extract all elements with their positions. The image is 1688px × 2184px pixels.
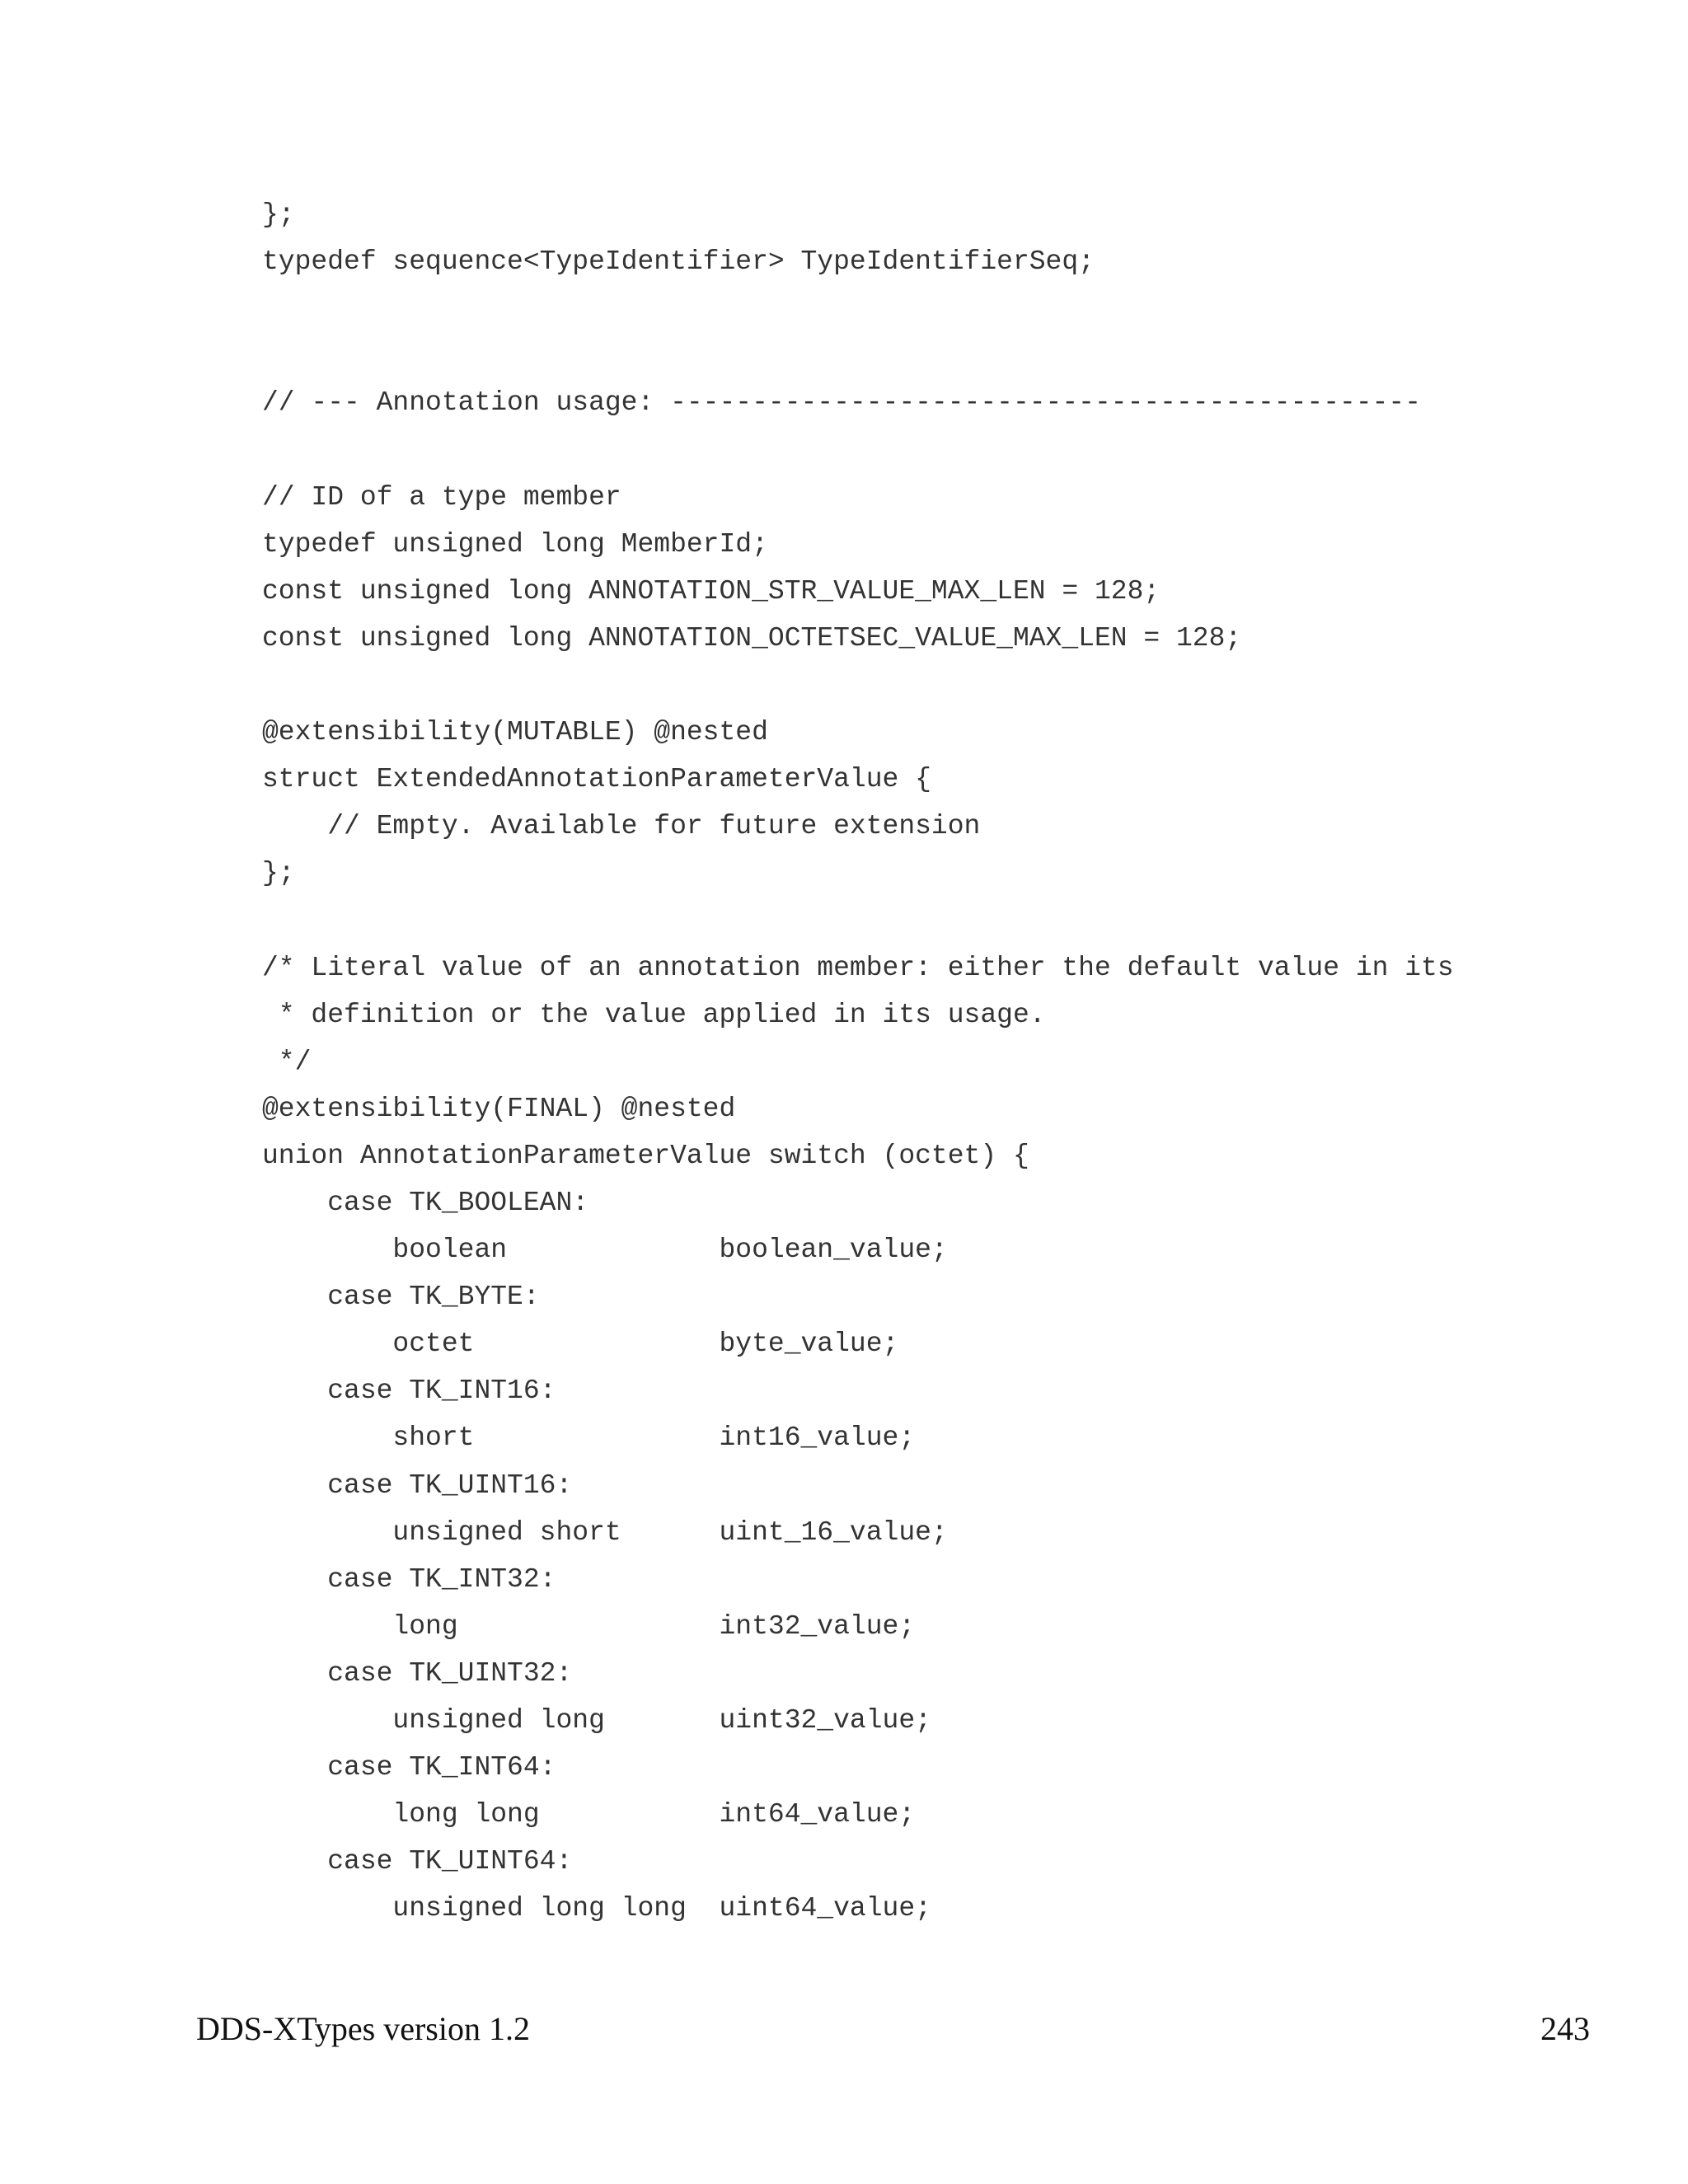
code-line: }; [262, 858, 295, 889]
code-line: case TK_BYTE: [262, 1282, 540, 1313]
code-line: long long int64_value; [262, 1799, 916, 1830]
code-line: // --- Annotation usage: ---------------------------------------------- [262, 387, 1422, 419]
code-line: case TK_INT64: [262, 1752, 556, 1783]
code-line: unsigned long uint32_value; [262, 1705, 931, 1736]
code-listing [262, 191, 1581, 1932]
code-line [262, 332, 1581, 379]
footer-page-number: 243 [1540, 2010, 1590, 2047]
code-line: case TK_BOOLEAN: [262, 1187, 589, 1218]
code-line: */ [262, 1046, 312, 1077]
code-line: /* Literal value of an annotation member: either the default value in its [262, 952, 1454, 983]
code-line: // Empty. Available for future extension [262, 811, 981, 842]
code-line: struct ExtendedAnnotationParameterValue { [262, 764, 931, 795]
code-line: @extensibility(FINAL) @nested [262, 1093, 736, 1124]
code-line [262, 285, 1581, 332]
code-line: const unsigned long ANNOTATION_OCTETSEC_VALUE_MAX_LEN = 128; [262, 622, 1242, 654]
code-line: long int32_value; [262, 1610, 916, 1642]
code-line [262, 426, 1581, 473]
code-line: }; [262, 199, 295, 230]
code-line: case TK_UINT32: [262, 1657, 573, 1689]
code-line: typedef sequence<TypeIdentifier> TypeIdentifierSeq; [262, 246, 1095, 278]
code-line: case TK_INT16: [262, 1376, 556, 1407]
footer-document-title: DDS-XTypes version 1.2 [196, 2010, 530, 2047]
code-line: case TK_UINT64: [262, 1846, 573, 1877]
code-line: const unsigned long ANNOTATION_STR_VALUE_MAX_LEN = 128; [262, 575, 1160, 607]
code-line: // ID of a type member [262, 481, 621, 513]
code-line: boolean boolean_value; [262, 1235, 948, 1266]
code-line: short int16_value; [262, 1422, 916, 1454]
code-line: case TK_UINT16: [262, 1469, 573, 1501]
code-line: @extensibility(MUTABLE) @nested [262, 717, 768, 748]
code-line: * definition or the value applied in its usage. [262, 999, 1046, 1030]
code-line: unsigned short uint_16_value; [262, 1516, 948, 1548]
code-line: unsigned long long uint64_value; [262, 1893, 931, 1924]
code-line: case TK_INT32: [262, 1563, 556, 1595]
code-line: octet byte_value; [262, 1329, 899, 1360]
code-line [262, 897, 1581, 944]
code-line [262, 662, 1581, 709]
code-line: typedef unsigned long MemberId; [262, 528, 768, 560]
code-line: union AnnotationParameterValue switch (octet) { [262, 1140, 1029, 1171]
